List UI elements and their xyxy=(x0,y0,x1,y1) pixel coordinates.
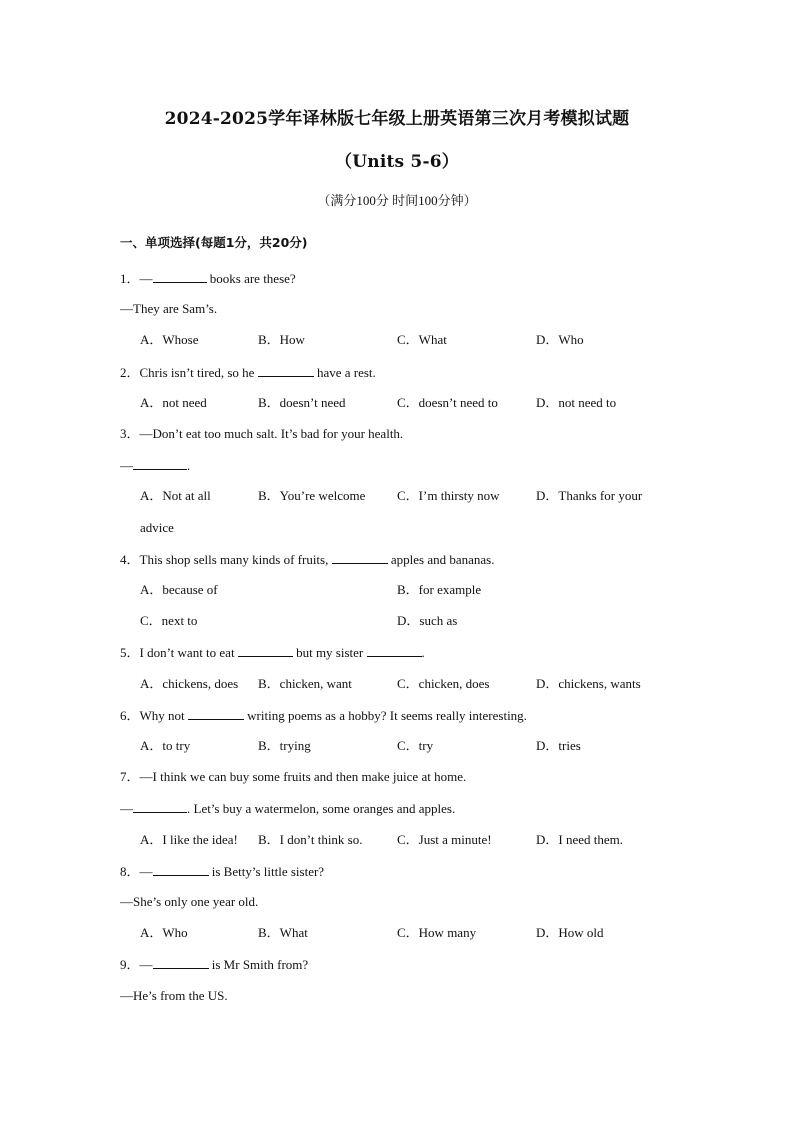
option-d: D．Thanks for your xyxy=(536,488,643,503)
question-text: but my sister xyxy=(292,645,367,660)
question-number: 1． xyxy=(120,271,140,286)
exam-info: （满分100分 时间100分钟） xyxy=(317,193,477,208)
question-8-reply: —She’s only one year old. xyxy=(120,894,259,909)
option-d: D．tries xyxy=(536,738,581,753)
option-b: B．I don’t think so. xyxy=(258,832,363,847)
question-9 xyxy=(120,956,308,973)
question-text: is Mr Smith from? xyxy=(208,957,309,972)
option-c: C．Just a minute! xyxy=(397,832,492,847)
option-d: D．How old xyxy=(536,925,604,940)
option-b: B．for example xyxy=(397,582,482,597)
question-text: — xyxy=(120,801,133,816)
question-text: 4．This shop sells many kinds of fruits, xyxy=(120,552,332,567)
option-a: A．Not at all xyxy=(140,488,211,503)
answer-blank xyxy=(332,551,388,564)
question-text: — xyxy=(139,271,153,286)
option-a: A．I like the idea! xyxy=(140,832,238,847)
answer-blank xyxy=(367,644,422,657)
question-text: 5．I don’t want to eat xyxy=(120,645,238,660)
question-text: 8．— xyxy=(120,864,153,879)
option-a: A．Who xyxy=(140,925,188,940)
question-text: . xyxy=(421,645,425,660)
question-text: . Let’s buy a watermelon, some oranges and apples. xyxy=(187,801,456,816)
option-c: C．try xyxy=(397,738,434,753)
question-text: — xyxy=(120,458,133,473)
answer-blank xyxy=(188,707,244,720)
question-5 xyxy=(120,644,425,661)
option-b: B．doesn’t need xyxy=(258,395,346,410)
section-heading: 一、单项选择(每题1分，共20分) xyxy=(120,235,308,250)
question-8 xyxy=(120,863,324,880)
answer-blank xyxy=(153,956,209,969)
option-d: D．not need to xyxy=(536,395,617,410)
option-d: D．chickens, wants xyxy=(536,676,641,691)
option-b: B．What xyxy=(258,925,308,940)
option-d-continued: advice xyxy=(140,520,174,535)
option-c: C．I’m thirsty now xyxy=(397,488,500,503)
question-text: 6．Why not xyxy=(120,708,188,723)
question-1-reply: —They are Sam’s. xyxy=(120,301,218,316)
option-b: B．How xyxy=(258,332,305,347)
answer-blank xyxy=(153,863,209,876)
question-7: 7．—I think we can buy some fruits and then make juice at home. xyxy=(120,769,467,784)
option-a: A．chickens, does xyxy=(140,676,239,691)
option-b: B．trying xyxy=(258,738,311,753)
question-9-reply: —He’s from the US. xyxy=(120,988,228,1003)
answer-blank xyxy=(258,364,314,377)
option-a: A．because of xyxy=(140,582,218,597)
option-b: B．You’re welcome xyxy=(258,488,366,503)
question-3-reply xyxy=(120,457,190,474)
option-d: D．Who xyxy=(536,332,584,347)
question-text: have a rest. xyxy=(313,365,376,380)
answer-blank xyxy=(238,644,293,657)
question-3: 3．—Don’t eat too much salt. It’s bad for your health. xyxy=(120,426,404,441)
question-text: writing poems as a hobby? It seems really interesting. xyxy=(243,708,527,723)
option-c: C．chicken, does xyxy=(397,676,490,691)
question-4 xyxy=(120,551,494,568)
question-7-reply xyxy=(120,800,455,817)
option-a: A．to try xyxy=(140,738,191,753)
option-d: D．such as xyxy=(397,613,458,628)
question-text: apples and bananas. xyxy=(387,552,495,567)
question-2 xyxy=(120,364,376,381)
question-text: 9．— xyxy=(120,957,153,972)
answer-blank xyxy=(153,270,207,283)
option-c: C．What xyxy=(397,332,447,347)
option-c: C．doesn’t need to xyxy=(397,395,498,410)
question-text: is Betty’s little sister? xyxy=(208,864,325,879)
option-a: A．not need xyxy=(140,395,207,410)
option-b: B．chicken, want xyxy=(258,676,352,691)
option-c: C．How many xyxy=(397,925,477,940)
option-d: D．I need them. xyxy=(536,832,624,847)
question-text: . xyxy=(187,458,191,473)
question-1 xyxy=(120,270,296,287)
question-text: books are these? xyxy=(206,271,296,286)
page-subtitle-units: （Units 5-6） xyxy=(335,152,459,172)
page-title: 2024-2025学年译林版七年级上册英语第三次月考模拟试题 xyxy=(164,109,630,129)
question-text: 2．Chris isn’t tired, so he xyxy=(120,365,258,380)
option-a: A．Whose xyxy=(140,332,199,347)
answer-blank xyxy=(133,457,187,470)
answer-blank xyxy=(133,800,187,813)
option-c: C．next to xyxy=(140,613,198,628)
question-6 xyxy=(120,707,527,724)
